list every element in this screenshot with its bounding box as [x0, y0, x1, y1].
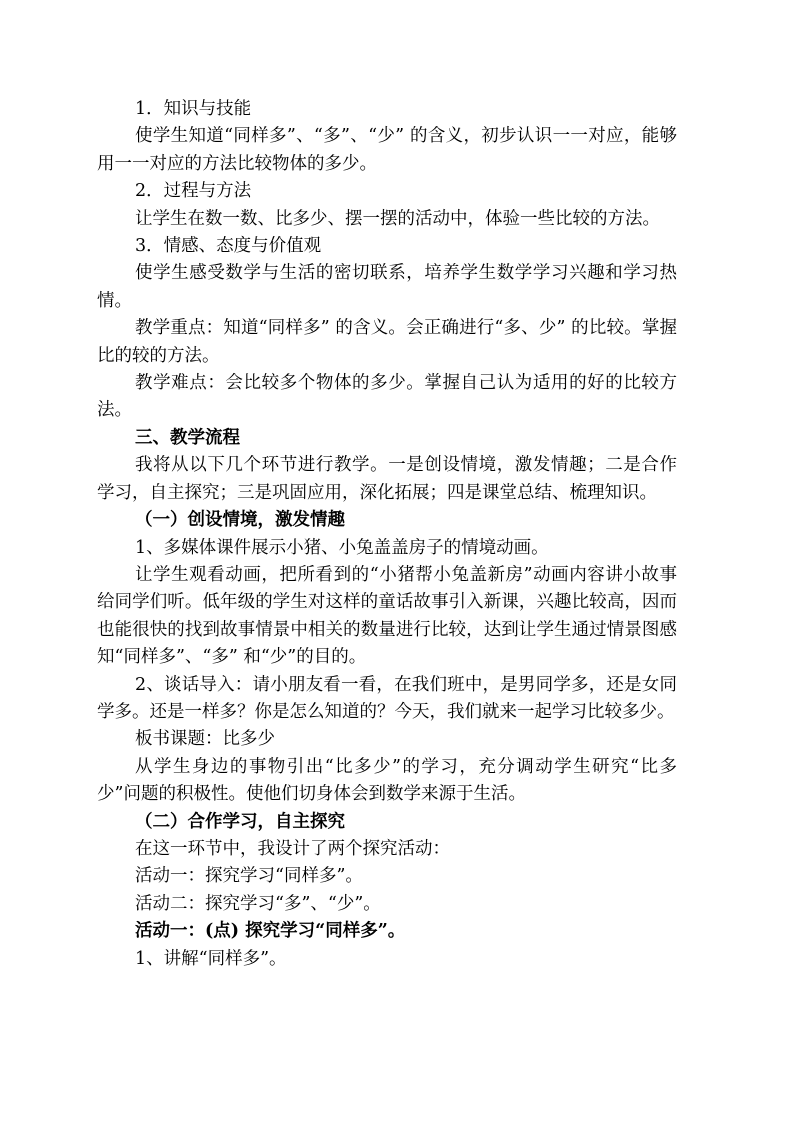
paragraph: 使学生知道“同样多”、“多”、“少” 的含义，初步认识一一对应，能够用一一对应的方法比较物体的多少。	[97, 126, 677, 174]
paragraph: 2．过程与方法	[135, 181, 252, 202]
paragraph: 让学生在数一数、比多少、摆一摆的活动中，体验一些比较的方法。	[135, 208, 660, 229]
document-body	[97, 96, 677, 973]
paragraph: 1、多媒体课件展示小猪、小兔盖盖房子的情境动画。	[135, 537, 549, 558]
section-heading: （二）合作学习，自主探究	[135, 811, 345, 832]
section-heading: 三、教学流程	[135, 427, 240, 448]
paragraph: 板书课题：比多少	[135, 729, 275, 750]
paragraph: 1、讲解“同样多”。	[135, 948, 287, 969]
paragraph: 我将从以下几个环节进行教学。一是创设情境，激发情趣；二是合作学习，自主探究；三是巩固应用，深化拓展；四是课堂总结、梳理知识。	[97, 455, 677, 503]
paragraph: 活动二：探究学习“多”、“少”。	[135, 893, 381, 914]
paragraph: 教学难点：会比较多个物体的多少。掌握自己认为适用的好的比较方法。	[97, 373, 677, 421]
paragraph: 从学生身边的事物引出“比多少”的学习，充分调动学生研究“比多少”问题的积极性。使他们切身体会到数学来源于生活。	[97, 756, 677, 805]
section-heading: 活动一：(点) 探究学习“同样多”。	[135, 921, 406, 942]
section-heading: （一）创设情境，激发情趣	[135, 510, 345, 531]
paragraph: 2、谈话导入：请小朋友看一看，在我们班中，是男同学多，还是女同学多。还是一样多？你是怎么知道的？今天，我们就来一起学习比较多少。	[97, 674, 677, 722]
paragraph: 使学生感受数学与生活的密切联系，培养学生数学学习兴趣和学习热情。	[97, 263, 677, 311]
paragraph: 让学生观看动画，把所看到的“小猪帮小兔盖新房”动画内容讲小故事给同学们听。低年级的学生对这样的童话故事引入新课，兴趣比较高，因而也能很快的找到故事情景中相关的数量进行比较，达到让学生通过情景图感知“同样多”、“多” 和“少”的目的。	[97, 564, 677, 668]
paragraph: 在这一环节中，我设计了两个探究活动：	[135, 838, 450, 859]
paragraph: 3．情感、态度与价值观	[135, 236, 322, 257]
paragraph: 活动一：探究学习“同样多”。	[135, 866, 363, 887]
paragraph: 1．知识与技能	[135, 99, 252, 119]
paragraph: 教学重点：知道“同样多” 的含义。会正确进行“多、少” 的比较。掌握比的较的方法。	[97, 318, 677, 366]
